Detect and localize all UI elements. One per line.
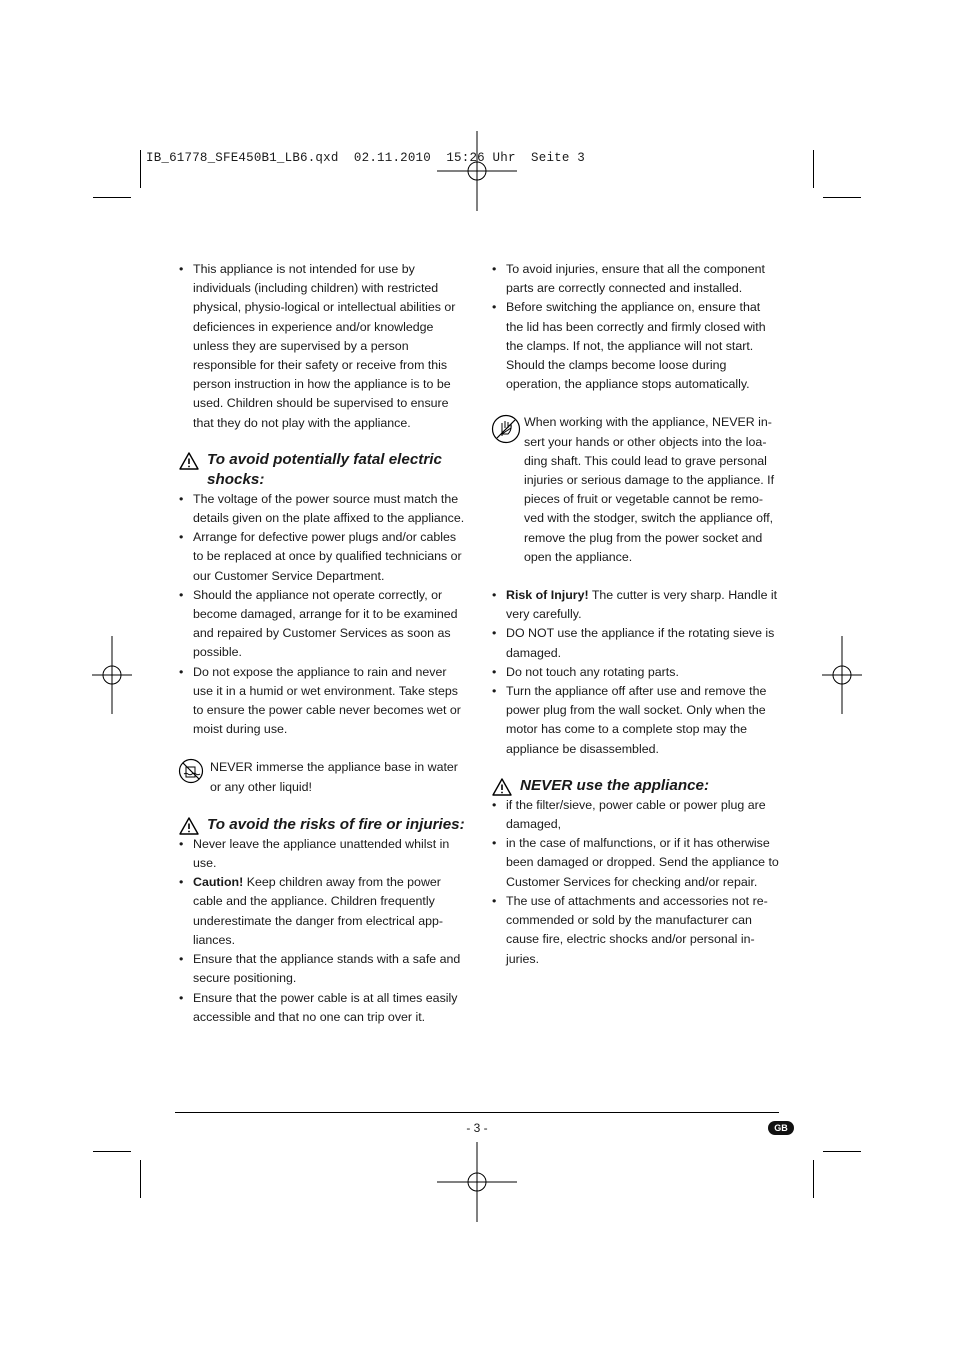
fire-list [177, 835, 467, 1027]
warning-triangle-icon [492, 778, 512, 796]
registration-mark-icon [437, 131, 517, 211]
list-item: • Do not touch any rotating parts. [490, 663, 780, 682]
footer-rule [175, 1112, 779, 1113]
crop-mark [823, 197, 861, 198]
no-hands-icon [491, 414, 521, 444]
section-heading [490, 776, 780, 796]
heading-text: To avoid the risks of fire or injuries: [207, 815, 465, 833]
injury-list [490, 586, 780, 759]
list-item: • Do not expose the appliance to rain and never use it in a humid or wet environment. Take steps to ensure the power cable never becomes wet or moist during use. [177, 663, 467, 740]
list-item: • if the filter/sieve, power cable or power plug are damaged, [490, 796, 780, 834]
crop-mark [813, 1160, 814, 1198]
list-item: • The voltage of the power source must match the details given on the plate affixed to the appliance. [177, 490, 467, 528]
list-item: • DO NOT use the appliance if the rotating sieve is damaged. [490, 624, 780, 662]
list-item: • Arrange for defective power plugs and/or cables to be replaced at once by qualified technicians or our Customer Service Department. [177, 528, 467, 586]
list-item: • Before switching the appliance on, ensure that the lid has been correctly and firmly closed with the clamps. If not, the appliance will not start. Should the clamps become loose during operation, the appliance stops automatically. [490, 298, 780, 394]
section-heading [177, 815, 467, 835]
risk-label: Risk of Injury! [506, 588, 589, 603]
list-item: • in the case of malfunctions, or if it has otherwise been damaged or dropped. Send the appliance to Customer Services for checking and/or repair. [490, 834, 780, 892]
warning-triangle-icon [179, 452, 199, 470]
list-item [177, 873, 467, 950]
crop-mark [813, 150, 814, 188]
list-item: • The use of attachments and accessories not re-commended or sold by the manufacturer can cause fire, electric shocks and/or personal in-juries. [490, 892, 780, 969]
list-item: • To avoid injuries, ensure that all the component parts are correctly connected and installed. [490, 260, 780, 298]
registration-mark-icon [92, 636, 132, 714]
crop-mark [823, 1151, 861, 1152]
shock-list [177, 490, 467, 740]
intro-list [490, 260, 780, 394]
caution-text: Keep children away from the power cable and the appliance. Children frequently underestimate the danger from electrical app-liances. [193, 875, 444, 947]
registration-mark-icon [822, 636, 862, 714]
list-item: • Should the appliance not operate correctly, or become damaged, arrange for it to be examined and repaired by Customer Services as soon as possible. [177, 586, 467, 663]
hands-note [490, 413, 780, 567]
crop-mark [93, 1151, 131, 1152]
list-item: • Never leave the appliance unattended whilst in use. [177, 835, 467, 873]
list-item: • This appliance is not intended for use by individuals (including children) with restricted physical, physio-logical or intellectual abilities or deficiences in experience and/or knowledge unless they are supervised by a person responsible for their safety or receive from this person instruction in how the appliance is to be used. Children should be supervised to ensure that they do not play with the appliance. [177, 260, 467, 433]
list-item: • Turn the appliance off after use and remove the power plug from the wall socket. Only when the motor has come to a complete stop may the appliance be disassembled. [490, 682, 780, 759]
caution-label: Caution! [193, 875, 244, 890]
crop-mark [140, 150, 141, 188]
right-column [490, 260, 780, 969]
page-number: - 3 - [466, 1121, 488, 1135]
crop-mark [93, 197, 131, 198]
registration-mark-icon [437, 1142, 517, 1222]
heading-text: NEVER use the appliance: [520, 776, 710, 794]
no-immersion-icon [178, 758, 204, 784]
heading-text: To avoid potentially fatal electric shocks: [207, 450, 442, 488]
print-slug: IB_61778_SFE450B1_LB6.qxd 02.11.2010 15:26 Uhr Seite 3 [146, 151, 585, 165]
immersion-note [177, 758, 467, 796]
intro-list [177, 260, 467, 433]
section-heading [177, 450, 467, 490]
left-column [177, 260, 467, 1027]
risk-text: The cutter is very sharp. Handle it very carefully. [506, 588, 778, 622]
note-text: When working with the appliance, NEVER in-sert your hands or other objects into the loa-ding shaft. This could lead to grave personal injuries or serious damage to the appliance. If pieces of fruit or vegetable cannot be remo-ved with the stodger, switch the appliance off, remove the plug from the power socket and open the appliance. [524, 415, 775, 564]
list-item: • Ensure that the appliance stands with a safe and secure positioning. [177, 950, 467, 988]
list-item: • Ensure that the power cable is at all times easily accessible and that no one can trip over it. [177, 989, 467, 1027]
note-text: NEVER immerse the appliance base in water or any other liquid! [210, 760, 458, 794]
list-item [490, 586, 780, 624]
country-badge: GB [768, 1121, 794, 1135]
never-list [490, 796, 780, 969]
warning-triangle-icon [179, 817, 199, 835]
crop-mark [140, 1160, 141, 1198]
